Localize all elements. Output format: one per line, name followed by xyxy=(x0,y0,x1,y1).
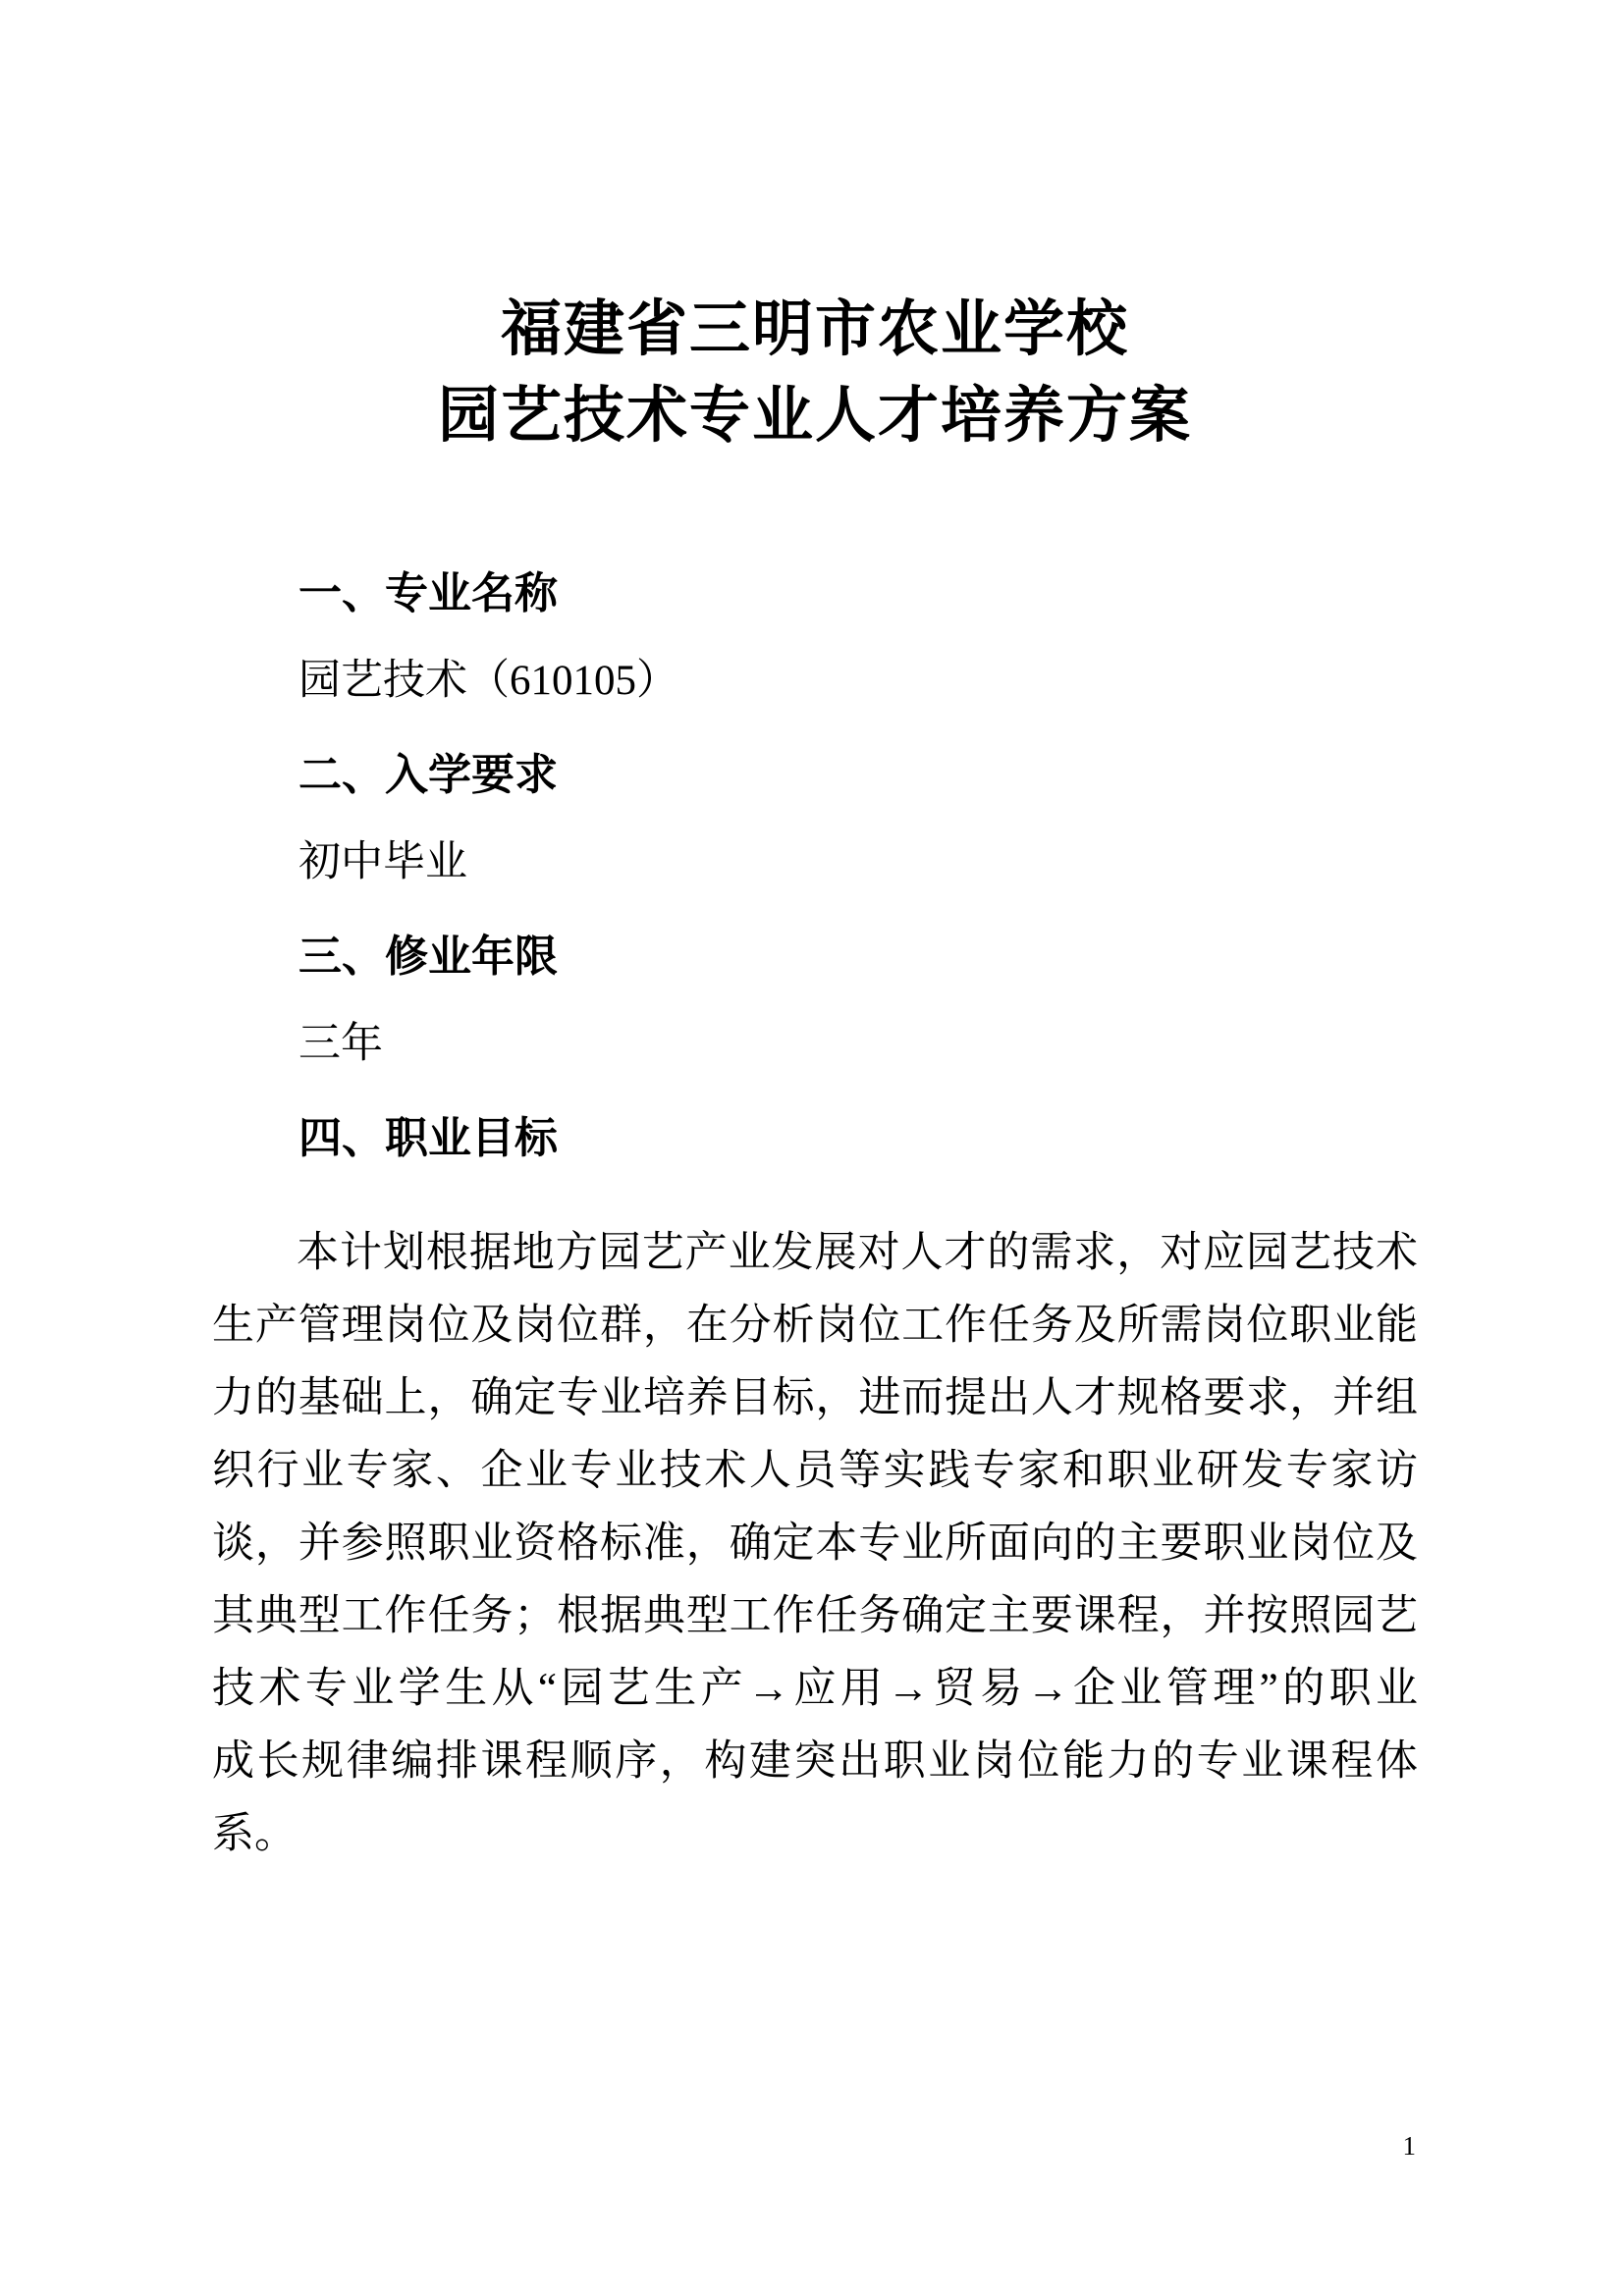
section-body-2: 初中毕业 xyxy=(298,839,467,885)
document-content xyxy=(0,287,1624,1871)
paragraph-line: 生产管理岗位及岗位群，在分析岗位工作任务及所需岗位职业能 xyxy=(212,1303,1418,1349)
paragraph-line: 织行业专家、企业专业技术人员等实践专家和职业研发专家访 xyxy=(212,1448,1418,1494)
document-title xyxy=(212,287,1418,459)
paragraph-line: 系。 xyxy=(212,1811,297,1857)
section-heading-3: 三、修业年限 xyxy=(298,933,558,981)
career-goals-paragraph xyxy=(212,1217,1418,1871)
document-title-line-1: 福建省三明市农业学校 xyxy=(500,296,1129,363)
section-heading-2: 二、入学要求 xyxy=(298,751,558,799)
section-body-3: 三年 xyxy=(298,1021,383,1067)
section-body-1: 园艺技术（610105） xyxy=(298,658,678,704)
document-title-line-2: 园艺技术专业人才培养方案 xyxy=(437,383,1192,450)
paragraph-line: 力的基础上，确定专业培养目标，进而提出人才规格要求，并组 xyxy=(212,1375,1418,1421)
paragraph-line: 谈，并参照职业资格标准，确定本专业所面向的主要职业岗位及 xyxy=(212,1521,1418,1567)
paragraph-line: 其典型工作任务；根据典型工作任务确定主要课程，并按照园艺 xyxy=(212,1593,1418,1639)
section-heading-4: 四、职业目标 xyxy=(298,1114,558,1162)
section-heading-1: 一、专业名称 xyxy=(298,569,558,617)
paragraph-line: 技术专业学生从“园艺生产→应用→贸易→企业管理”的职业 xyxy=(212,1666,1418,1712)
paragraph-line: 本计划根据地方园艺产业发展对人才的需求，对应园艺技术 xyxy=(297,1230,1418,1276)
paragraph-line: 成长规律编排课程顺序，构建突出职业岗位能力的专业课程体 xyxy=(212,1738,1418,1785)
page-number: 1 xyxy=(1402,2131,1416,2161)
